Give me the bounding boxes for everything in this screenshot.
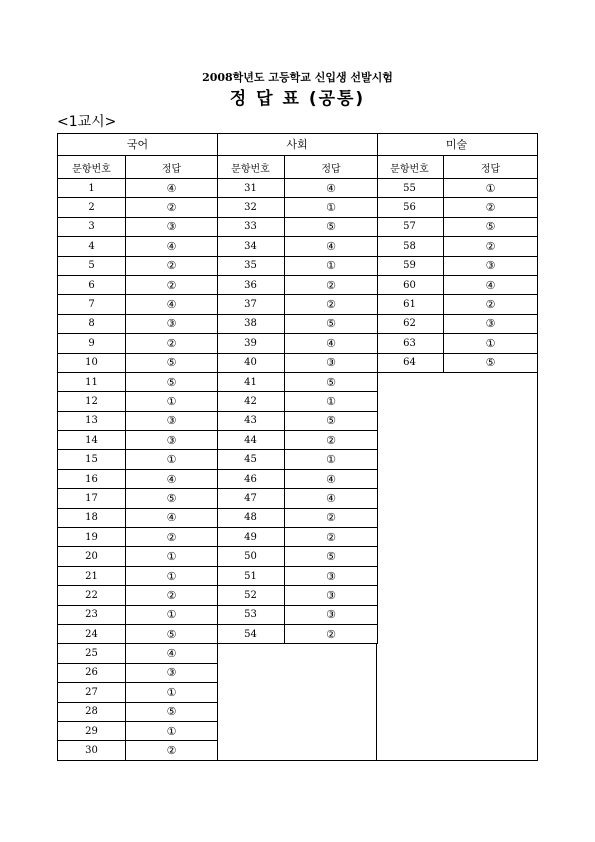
- answer-value: ①: [166, 569, 177, 583]
- table-row: [376, 334, 538, 353]
- question-number: 5: [58, 257, 126, 275]
- question-number: 17: [58, 489, 126, 507]
- answer-value: ⑤: [326, 375, 336, 389]
- answer-value: ①: [166, 550, 177, 564]
- answer-value: ⑤: [166, 705, 177, 719]
- table-row: [57, 509, 218, 528]
- question-number: 44: [217, 431, 285, 449]
- question-number: 25: [58, 644, 126, 662]
- blank-area-social: [217, 644, 377, 761]
- question-number: 11: [58, 373, 126, 391]
- question-number: 19: [58, 528, 126, 546]
- table-row: [57, 218, 218, 237]
- question-number: 43: [217, 412, 285, 430]
- answer-value: ①: [166, 608, 177, 622]
- answer-value: ④: [166, 647, 177, 661]
- answer-value: ③: [166, 220, 177, 234]
- table-row: [376, 237, 538, 256]
- section-header: 사회: [217, 133, 378, 156]
- session-label: <1교시>: [57, 114, 117, 130]
- answer-value: ②: [326, 298, 336, 312]
- answer-value: ③: [166, 666, 177, 680]
- answer-value: ②: [485, 201, 496, 215]
- section-art: [376, 133, 538, 373]
- answer-value: ④: [326, 491, 336, 505]
- table-row: [57, 664, 218, 683]
- table-row: [217, 547, 378, 566]
- question-number: 56: [376, 198, 444, 216]
- table-row: [57, 334, 218, 353]
- table-row: [217, 567, 378, 586]
- question-number: 7: [58, 295, 126, 313]
- question-number: 33: [217, 218, 285, 236]
- answer-value: ②: [326, 530, 336, 544]
- table-row: [217, 431, 378, 450]
- question-number: 52: [217, 586, 285, 604]
- question-number: 27: [58, 683, 126, 701]
- question-number: 60: [376, 276, 444, 294]
- question-number: 39: [217, 334, 285, 352]
- question-number: 47: [217, 489, 285, 507]
- answer-value: ①: [485, 336, 496, 350]
- question-number: 55: [376, 179, 444, 197]
- table-row: [57, 198, 218, 217]
- answer-value: ④: [166, 239, 177, 253]
- exam-subtitle: 2008학년도 고등학교 신입생 선발시험: [202, 71, 393, 84]
- table-row: [217, 218, 378, 237]
- question-number-header: 문항번호: [58, 156, 126, 178]
- answer-value: ④: [166, 511, 177, 525]
- column-header-row: [217, 156, 378, 179]
- table-row: [376, 257, 538, 276]
- question-number: 48: [217, 509, 285, 527]
- table-row: [217, 257, 378, 276]
- answer-header: 정답: [161, 163, 182, 175]
- answer-value: ⑤: [166, 375, 177, 389]
- table-row: [57, 722, 218, 741]
- table-row: [57, 315, 218, 334]
- question-number: 3: [58, 218, 126, 236]
- question-number: 23: [58, 606, 126, 624]
- answer-value: ③: [166, 414, 177, 428]
- question-number: 57: [376, 218, 444, 236]
- table-row: [376, 276, 538, 295]
- question-number: 32: [217, 198, 285, 216]
- question-number-header: 문항번호: [217, 156, 285, 178]
- answer-value: ⑤: [326, 550, 336, 564]
- answer-value: ⑤: [166, 356, 177, 370]
- question-number: 34: [217, 237, 285, 255]
- table-row: [217, 198, 378, 217]
- question-number: 20: [58, 547, 126, 565]
- column-header-row: [376, 156, 538, 179]
- answer-value: ①: [166, 394, 177, 408]
- section-korean: [57, 133, 218, 761]
- answer-value: ②: [166, 744, 177, 758]
- question-number: 2: [58, 198, 126, 216]
- answer-value: ①: [326, 201, 336, 215]
- page-title: 정 답 표 (공통): [229, 89, 366, 109]
- question-number: 40: [217, 354, 285, 372]
- table-row: [217, 625, 378, 644]
- question-number: 1: [58, 179, 126, 197]
- table-row: [57, 703, 218, 722]
- table-row: [217, 606, 378, 625]
- table-row: [217, 373, 378, 392]
- question-number: 49: [217, 528, 285, 546]
- question-number: 21: [58, 567, 126, 585]
- table-row: [57, 489, 218, 508]
- table-row: [217, 392, 378, 411]
- table-row: [217, 276, 378, 295]
- answer-value: ①: [166, 685, 177, 699]
- question-number: 14: [58, 431, 126, 449]
- question-number: 10: [58, 354, 126, 372]
- answer-value: ③: [326, 569, 336, 583]
- answer-value: ⑤: [485, 356, 496, 370]
- answer-value: ④: [485, 278, 496, 292]
- answer-value: ⑤: [326, 317, 336, 331]
- answer-value: ④: [326, 472, 336, 486]
- table-row: [57, 586, 218, 605]
- question-number: 36: [217, 276, 285, 294]
- table-row: [57, 450, 218, 469]
- table-row: [57, 431, 218, 450]
- answer-value: ④: [326, 239, 336, 253]
- blank-area-art: [376, 373, 538, 761]
- question-number: 35: [217, 257, 285, 275]
- table-row: [376, 179, 538, 198]
- table-row: [217, 237, 378, 256]
- question-number: 6: [58, 276, 126, 294]
- question-number: 37: [217, 295, 285, 313]
- table-row: [57, 179, 218, 198]
- answer-value: ③: [166, 433, 177, 447]
- answer-value: ②: [326, 278, 336, 292]
- question-number: 12: [58, 392, 126, 410]
- answer-value: ②: [166, 530, 177, 544]
- table-row: [217, 489, 378, 508]
- table-row: [217, 509, 378, 528]
- table-row: [217, 412, 378, 431]
- question-number: 63: [376, 334, 444, 352]
- question-number: 42: [217, 392, 285, 410]
- table-row: [57, 354, 218, 373]
- answer-value: ⑤: [166, 491, 177, 505]
- answer-value: ③: [166, 317, 177, 331]
- section-header: 미술: [376, 133, 538, 156]
- answer-value: ②: [485, 298, 496, 312]
- question-number: 30: [58, 741, 126, 759]
- answer-value: ④: [166, 298, 177, 312]
- table-row: [57, 625, 218, 644]
- question-number: 58: [376, 237, 444, 255]
- answer-value: ③: [485, 317, 496, 331]
- answer-value: ②: [166, 278, 177, 292]
- table-row: [57, 547, 218, 566]
- answer-value: ⑤: [485, 220, 496, 234]
- question-number: 16: [58, 470, 126, 488]
- question-number: 61: [376, 295, 444, 313]
- question-number: 9: [58, 334, 126, 352]
- answer-value: ①: [326, 394, 336, 408]
- table-row: [376, 198, 538, 217]
- answer-value: ②: [166, 201, 177, 215]
- question-number: 46: [217, 470, 285, 488]
- table-row: [217, 334, 378, 353]
- question-number: 54: [217, 625, 285, 643]
- answer-value: ②: [326, 627, 336, 641]
- answer-value: ③: [326, 356, 336, 370]
- table-row: [57, 644, 218, 663]
- answer-value: ②: [166, 336, 177, 350]
- table-row: [376, 218, 538, 237]
- question-number: 28: [58, 703, 126, 721]
- table-row: [57, 412, 218, 431]
- question-number-header: 문항번호: [376, 156, 444, 178]
- table-row: [57, 470, 218, 489]
- table-row: [57, 567, 218, 586]
- question-number: 45: [217, 450, 285, 468]
- table-row: [57, 373, 218, 392]
- table-row: [57, 606, 218, 625]
- answer-value: ②: [326, 433, 336, 447]
- table-row: [376, 295, 538, 314]
- question-number: 8: [58, 315, 126, 333]
- answer-header: 정답: [321, 163, 341, 175]
- answer-value: ③: [326, 588, 336, 602]
- question-number: 4: [58, 237, 126, 255]
- table-row: [217, 450, 378, 469]
- table-row: [217, 315, 378, 334]
- question-number: 62: [376, 315, 444, 333]
- table-row: [376, 354, 538, 373]
- table-row: [57, 237, 218, 256]
- answer-value: ④: [166, 181, 177, 195]
- table-row: [217, 354, 378, 373]
- table-row: [57, 257, 218, 276]
- table-row: [217, 295, 378, 314]
- column-header-row: [57, 156, 218, 179]
- table-row: [376, 315, 538, 334]
- table-row: [217, 586, 378, 605]
- answer-value: ①: [326, 259, 336, 273]
- answer-value: ①: [166, 453, 177, 467]
- answer-value: ②: [166, 259, 177, 273]
- answer-value: ①: [326, 453, 336, 467]
- answer-value: ④: [166, 472, 177, 486]
- section-header: 국어: [57, 133, 218, 156]
- question-number: 53: [217, 606, 285, 624]
- question-number: 64: [376, 354, 444, 372]
- table-row: [57, 741, 218, 760]
- table-row: [57, 683, 218, 702]
- answer-value: ②: [326, 511, 336, 525]
- answer-value: ⑤: [166, 627, 177, 641]
- table-row: [217, 470, 378, 489]
- question-number: 50: [217, 547, 285, 565]
- answer-value: ①: [485, 181, 496, 195]
- answer-value: ①: [166, 724, 177, 738]
- answer-header: 정답: [480, 163, 501, 175]
- answer-value: ③: [485, 259, 496, 273]
- question-number: 24: [58, 625, 126, 643]
- answer-value: ③: [326, 608, 336, 622]
- section-social: [217, 133, 378, 644]
- answer-value: ②: [485, 239, 496, 253]
- table-row: [57, 276, 218, 295]
- question-number: 22: [58, 586, 126, 604]
- answer-value: ⑤: [326, 414, 336, 428]
- question-number: 38: [217, 315, 285, 333]
- question-number: 59: [376, 257, 444, 275]
- question-number: 15: [58, 450, 126, 468]
- table-row: [57, 528, 218, 547]
- table-row: [217, 179, 378, 198]
- question-number: 18: [58, 509, 126, 527]
- question-number: 51: [217, 567, 285, 585]
- answer-value: ⑤: [326, 220, 336, 234]
- question-number: 29: [58, 722, 126, 740]
- question-number: 41: [217, 373, 285, 391]
- question-number: 26: [58, 664, 126, 682]
- table-row: [57, 295, 218, 314]
- question-number: 31: [217, 179, 285, 197]
- table-row: [217, 528, 378, 547]
- answer-value: ②: [166, 588, 177, 602]
- question-number: 13: [58, 412, 126, 430]
- answer-value: ④: [326, 336, 336, 350]
- table-row: [57, 392, 218, 411]
- answer-value: ④: [326, 181, 336, 195]
